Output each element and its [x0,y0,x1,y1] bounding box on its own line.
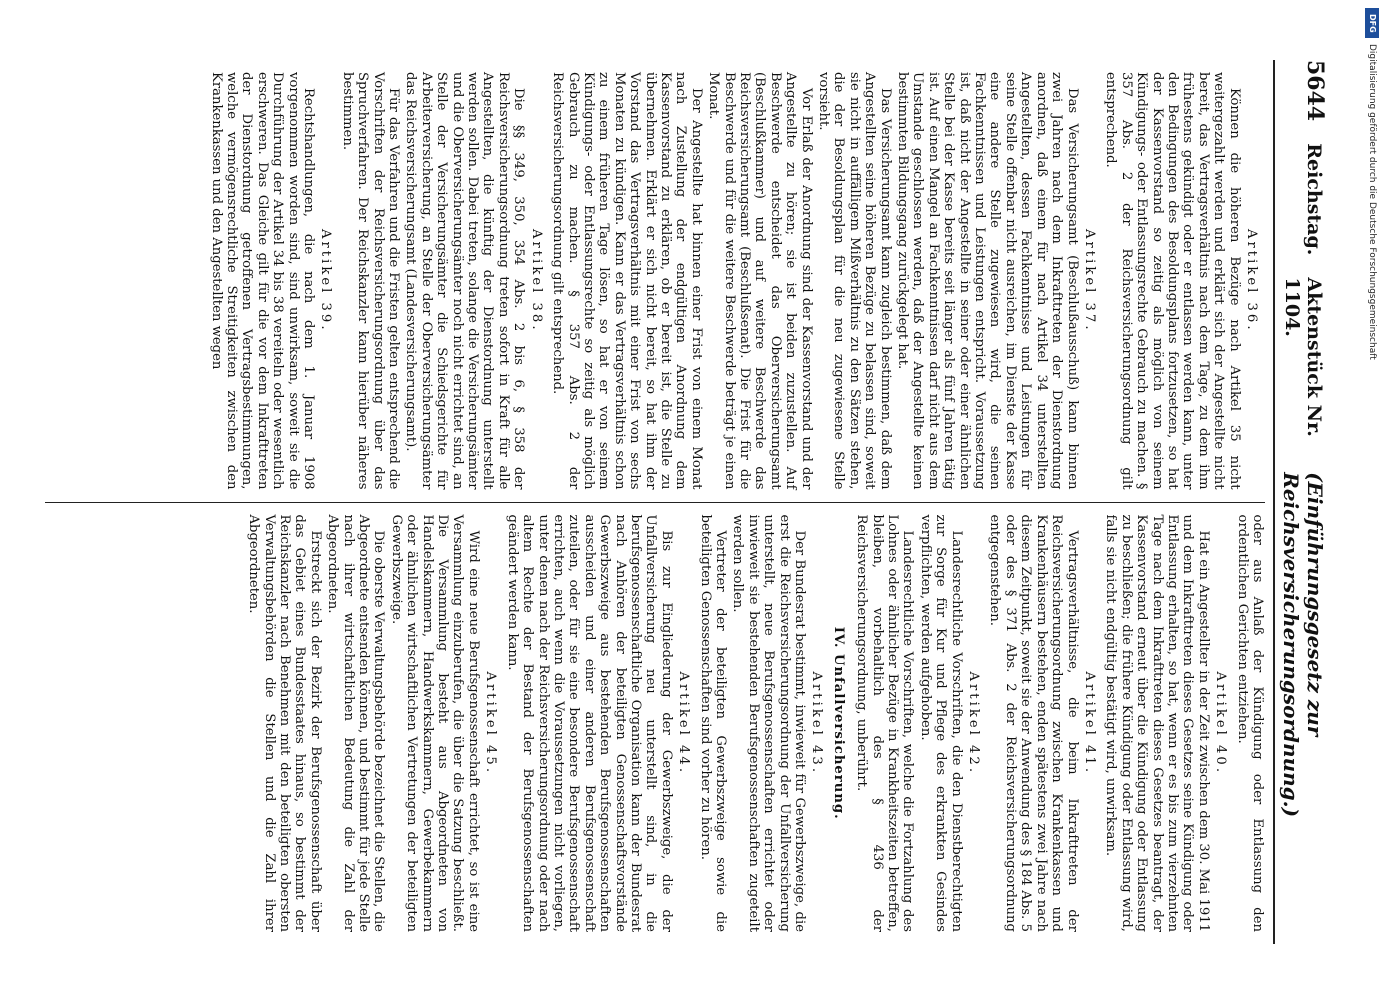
article-heading: Artikel 40. [1212,671,1228,776]
right-column [45,502,1265,945]
article-heading: Artikel 36. [1243,228,1259,333]
article-heading: Artikel 43. [808,671,824,776]
paragraph: Landesrechtliche Vorschriften, welche die Fortzahlung des Lohnes oder ähnlicher Bezüge in Krankheitszeiten betreffen, bleiben, vorbehaltlich des § 436 der Reichsversicherungsordnung, unberührt. [853,514,915,932]
paragraph: Das Versicherungsamt kann zugleich bestimmen, daß dem Angestellten seine höheren Bezüge zu belassen sind, soweit sie nicht in auffälligem Mißverhältnis zu den Sätzen stehen, die der Besoldungsplan für die neu zugewiesene Stelle vorsieht. [815,72,893,490]
paragraph: Der Angestellte hat binnen einer Frist von einem Monat nach Zustellung der endgültigen Anordnung dem Kassenvorstand zu erklären, ob er bereit ist, die Stelle zu übernehmen. Erklärt er sich nicht bereit, so hat ihm der Vorstand das Vertragsverhältnis mit einer Frist von sechs Monaten zu kündigen. Kann er das Vertragsverhältnis schon zu einem früheren Tage lösen, so hat er von seinem Kündigungs- oder Entlassungsrechte so zeitig als möglich Gebrauch zu machen. § 357 Abs. 2 der Reichsversicherungsordnung gilt entsprechend. [549,72,704,490]
document-title: (Einführungsgesetz zur Reichsversicherungsordnung.) [1278,472,1327,818]
paragraph: Die oberste Verwaltungsbehörde bezeichnet die Stellen, die Abgeordnete entsenden können, und bestimmt für jede Stelle nach ihrer wirtschaftlichen Bedeutung die Zahl der Abgeordneten. [324,514,386,932]
paragraph: Der Bundesrat bestimmt, inwieweit für Gewerbszweige, die erst die Reichsversicherungsordnung der Unfallversicherung unterstellt, neue Berufsgenossenschaften errichtet oder inwieweit sie bestehenden Berufsgenossenschaften zugeteilt werden sollen. [729,514,807,932]
article-heading: Artikel 44. [675,671,691,776]
paragraph: Landesrechtliche Vorschriften, die den Dienstberechtigten zur Sorge für Kur und Pflege des erkrankten Gesindes verpflichten, werden aufgehoben. [917,514,964,932]
dfg-logo: DFG [1365,8,1379,38]
paragraph: Bis zur Eingliederung der Gewerbszweige, die der Unfallversicherung neu unterstellt sind, in die berufsgenossenschaftliche Organisation kann der Bundesrat nach Anhören der beteiligten Genossenschaftsvorstände Gewerbszweige aus bestehenden Berufsgenossenschaften ausscheiden und einer anderen Berufsgenossenschaft zuteilen, oder für sie eine besondere Berufsgenossenschaft errichten, auch wenn die Voraussetzungen nicht vorliegen, unter denen nach der Reichsversicherungsordnung oder nach altem Rechte der Bestand der Berufsgenossenschaften geändert werden kann. [504,514,674,932]
paragraph: oder aus Anlaß der Kündigung oder Entlassung den ordentlichen Gerichten entziehen. [1234,514,1265,932]
page-number: 5644 [1301,60,1328,122]
article-heading: Artikel 38. [528,228,544,333]
paragraph: Für das Verfahren und die Fristen gelten entsprechend die Vorschriften der Reichsversicherungsordnung über das Spruchverfahren. Der Reichskanzler kann hierüber näheres bestimmen. [339,72,401,490]
article-heading: Artikel 41. [1081,671,1097,776]
article-heading: Artikel 39. [317,228,333,333]
paragraph: Die §§ 349, 350, 354 Abs. 2 bis 6, § 358 der Reichsversicherungsordnung treten sofort in Kraft für alle Angestellten, die künftig der Dienstordnung unterstellt werden sollen. Dabei treten, solange die Versicherungsämter und die Oberversicherungsämter noch nicht errichtet sind, an Stelle der Versicherungsämter die Schiedsgerichte für Arbeiterversicherung, an Stelle der Oberversicherungsämter das Reichsversicherungsamt (Landesversicherungsamt). [402,72,526,490]
paragraph: Vor Erlaß der Anordnung sind der Kassenvorstand und der Angestellte zu hören; sie ist beiden zuzustellen. Auf Beschwerde entscheidet das Oberversicherungsamt (Beschlußkammer) und auf weitere Beschwerde das Reichsversicherungsamt (Beschlußsenat). Die Frist für die Beschwerde und für die weitere Beschwerde beträgt je einen Monat. [705,72,814,490]
paragraph: Wird eine neue Berufsgenossenschaft errichtet, so ist eine Versammlung einzuberufen, die über die Satzung beschließt. Die Versammlung besteht aus Abgeordneten von Handelskammern, Handwerkskammern, Gewerbekammern oder ähnlichen wirtschaftlichen Vertretungen der beteiligten Gewerbszweige. [388,514,481,932]
paragraph: Können die höheren Bezüge nach Artikel 35 nicht weitergezahlt werden und erklärt sich der Angestellte nicht bereit, das Vertragsverhältnis nach dem Tage, zu dem ihm frühestens gekündigt oder er entlassen werden kann, unter den Bedingungen des Besoldungsplans fortzusetzen, so hat der Kassenvorstand so zeitig als möglich von seinem Kündigungs- oder Entlassungsrechte Gebrauch zu machen. § 357 Abs. 2 der Reichsversicherungsordnung gilt entsprechend. [1102,72,1242,490]
page-header [1273,60,1328,944]
document-number: Aktenstück Nr. 1104. [1280,277,1325,437]
source-label: Reichstag. [1302,143,1325,256]
paragraph: Vertragsverhältnisse, die beim Inkrafttreten der Reichsversicherungsordnung zwischen Krankenkassen und Krankenhäusern bestehen, enden spätestens zwei Jahre nach diesem Zeitpunkt, soweit sie der Anwendung des § 184 Abs. 5 oder des § 371 Abs. 2 der Reichsversicherungsordnung entgegenstehen. [987,514,1080,932]
article-heading: Artikel 42. [965,671,981,776]
digitization-credit: Digitalisierung gefördert durch die Deutsche Forschungsgemeinschaft [1367,44,1377,360]
section-heading: IV. Unfallversicherung. [830,626,846,820]
article-heading: Artikel 45. [482,671,498,776]
paragraph: Das Versicherungsamt (Beschlußausschuß) kann binnen zwei Jahren nach dem Inkrafttreten der Dienstordnung anordnen, daß einem für nach Artikel 34 unterstellten Angestellten, dessen Fachkenntnisse und Leistungen für seine Stelle offenbar nicht ausreichen, im Dienste der Kasse eine andere Stelle zugewiesen wird, die seinen Fachkenntnissen und Leistungen entspricht. Voraussetzung ist, daß nicht der Angestellte in seiner oder einer ähnlichen Stelle bei der Kasse bereits seit länger als fünf Jahren tätig ist. Auf einen Mangel an Fachkenntnissen darf nicht aus dem Umstande geschlossen werden, daß der Angestellte keinen bestimmten Bildungsgang zurückgelegt hat. [894,72,1080,490]
paragraph: Vertreter der beteiligten Gewerbszweige sowie die beteiligten Genossenschaften sind vorher zu hören. [697,514,728,932]
left-column [45,60,1265,502]
paragraph: Rechtshandlungen, die nach dem 1. Januar 1908 vorgenommen worden sind, sind unwirksam, soweit sie die Durchführung der Artikel 34 bis 38 vereiteln oder wesentlich erschweren. Das Gleiche gilt für die vor dem Inkrafttreten der Dienstordnung getroffenen Vertragsbestimmungen, welche vermögensrechtliche Streitigkeiten zwischen den Krankenkassen und den Angestellten wegen [208,72,316,490]
article-heading: Artikel 37. [1081,228,1097,333]
paragraph: Erstreckt sich der Bezirk der Berufsgenossenschaft über das Gebiet eines Bundesstaates hinaus, so bestimmt der Reichskanzler nach Benehmen mit den beteiligten obersten Verwaltungsbehörden die Stellen und die Zahl ihrer Abgeordneten. [245,514,323,932]
paragraph: Hat ein Angestellter in der Zeit zwischen dem 30. Mai 1911 und dem Inkrafttreten dieses Gesetzes seine Kündigung oder Entlassung erhalten, so hat, wenn er es bis zum vierzehnten Tage nach dem Inkrafttreten dieses Gesetzes beantragt, der Kassenvorstand erneut über die Kündigung oder Entlassung zu beschließen; die frühere Kündigung oder Entlassung wird, falls sie nicht endgültig bestätigt wird, unwirksam. [1102,514,1211,932]
text-columns [45,60,1265,944]
document-page [42,30,1342,970]
